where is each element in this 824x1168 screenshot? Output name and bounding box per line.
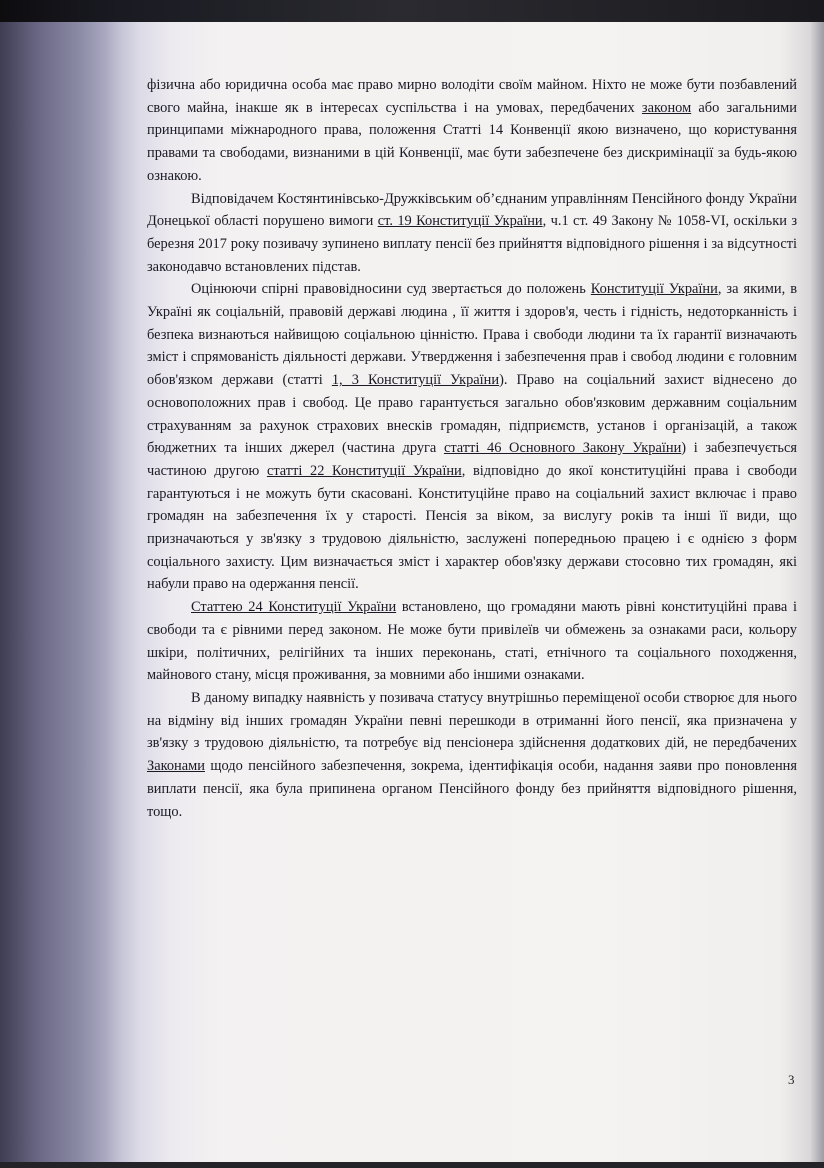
law-reference-link[interactable]: Законами — [147, 758, 205, 775]
paragraph-text: , за якими, в Україні як соціальній, правовій державі людина , її життя і здоров'я, честь і гідність, недоторканність і безпека визнаються найвищою соціальною цінністю. Права і свободи людини та їх гарантії визначають зміст і спрямованість діяльності держави. Утвердження і забезпечення прав і свобод людини є головним обов'язком держави (статті — [147, 281, 797, 389]
paragraph-5 — [147, 687, 797, 823]
law-reference-link[interactable]: 1, 3 Конституції України — [331, 372, 500, 389]
law-reference-link[interactable]: статті 46 Основного Закону України — [443, 440, 682, 457]
law-reference-link[interactable]: законом — [641, 99, 692, 116]
document-body — [147, 74, 797, 823]
law-reference-link[interactable]: статті 22 Конституції України — [266, 462, 462, 479]
paragraph-text: Оцінюючи спірні правовідносини суд звертається до положень — [191, 281, 591, 298]
scanner-edge-bottom — [0, 1162, 824, 1168]
paragraph-text: ). Право на соціальний захист віднесено до основоположних прав і свобод. Це право гарантується загально обов'язковим державним соціальним страхуванням за рахунок страхових внесків громадян, підприємств, установ і організацій, а також бюджетних та інших джерел (частина друга — [147, 372, 797, 457]
paragraph-text: , відповідно до якої конституційні права і свободи гарантуються і не можуть бути скасовані. Конституційне право на соціальний захист включає і право громадян на забезпечення їх у старості. Пенсія за віком, за вислугу років та інші її види, що призначаються у зв'язку з трудовою діяльністю, заслужені попередньою працею і є однією з форм соціального захисту. Цим визначається зміст і характер обов'язку держави стосовно тих громадян, які набули право на одержання пенсії. — [147, 462, 797, 593]
paragraph-2 — [147, 188, 797, 279]
paragraph-text: встановлено, що громадяни мають рівні конституційні права і свободи та є рівними перед законом. Не може бути привілеїв чи обмежень за ознаками раси, кольору шкіри, політичних, релігійних та інших переконань, статі, етнічного та соціального походження, майнового стану, місця проживання, за мовними або іншими ознаками. — [147, 599, 797, 684]
law-reference-link[interactable]: Конституції України — [590, 281, 718, 298]
paragraph-text: ) і забезпечується частиною другою — [147, 440, 797, 479]
paragraph-3 — [147, 278, 797, 596]
scanner-edge-top — [0, 0, 824, 22]
paragraph-text: , ч.1 ст. 49 Закону № 1058-VI, оскільки з березня 2017 року позивачу зупинено виплату пенсії без прийняття відповідного рішення і за відсутності законодавчо встановлених підстав. — [147, 213, 798, 275]
law-reference-link[interactable]: ст. 19 Конституції України — [377, 213, 543, 230]
paragraph-1 — [147, 74, 797, 188]
paragraph-text: В даному випадку наявність у позивача статусу внутрішньо переміщеної особи створює для нього на відміну від інших громадян України певні перешкоди в отриманні його пенсії, яка призначена у зв'язку з трудовою діяльністю, та потребує від пенсіонера здійснення додаткових дій, не передбачених — [147, 689, 797, 752]
paragraph-text: або загальними принципами міжнародного права, положення Статті 14 Конвенції якою визначено, що користування правами та свободами, визнаними в цій Конвенції, має бути забезпечене без дискримінації за будь-якою ознакою. — [147, 99, 797, 184]
paragraph-text: фізична або юридична особа має право мирно володіти своїм майном. Ніхто не може бути позбавлений свого майна, інакше як в інтересах суспільства і на умовах, передбачених — [147, 77, 797, 116]
paragraph-4 — [147, 596, 797, 687]
paragraph-text: щодо пенсійного забезпечення, зокрема, ідентифікація особи, надання заяви про поновлення виплати пенсії, яка була припинена органом Пенсійного фонду без прийняття відповідного рішення, тощо. — [147, 758, 797, 820]
law-reference-link[interactable]: Статтею 24 Конституції України — [191, 599, 397, 616]
paragraph-text: Відповідачем Костянтинівсько-Дружківським об’єднаним управлінням Пенсійного фонду України Донецької області порушено вимоги — [147, 190, 797, 230]
page-number: 3 — [788, 1072, 795, 1087]
